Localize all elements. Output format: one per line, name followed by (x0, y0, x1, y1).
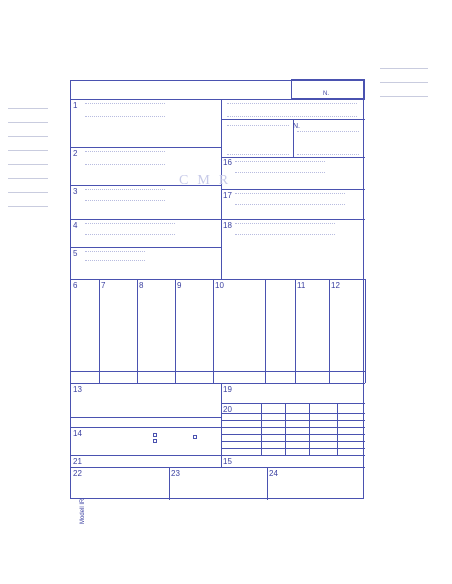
box-22-number: 22 (73, 469, 82, 478)
box-6-number: 6 (73, 281, 78, 290)
caption-block (235, 161, 325, 173)
box-21-number: 21 (73, 457, 82, 466)
caption-block (227, 103, 357, 117)
caption-block (85, 189, 165, 201)
n-mark-top: N. (323, 91, 329, 97)
box-10-number: 10 (215, 281, 224, 290)
box-9-number: 9 (177, 281, 182, 290)
other-checkbox[interactable] (193, 435, 197, 439)
cmr-ghost-title: CMR (179, 173, 238, 188)
box-14-number: 14 (73, 429, 82, 438)
caption-block (85, 151, 165, 165)
caption-block (85, 223, 175, 235)
box-19-number: 19 (223, 385, 232, 394)
box-13-number: 13 (73, 385, 82, 394)
caption-block (235, 223, 335, 235)
box-20-number: 20 (223, 405, 232, 414)
box-3-number: 3 (73, 187, 78, 196)
box-1-number: 1 (73, 101, 78, 110)
box-16-number: 16 (223, 158, 232, 167)
box-24-number: 24 (269, 469, 278, 478)
franco-checkbox[interactable] (153, 433, 157, 437)
non-franco-checkbox[interactable] (153, 439, 157, 443)
box-15-number: 15 (223, 457, 232, 466)
box-23-number: 23 (171, 469, 180, 478)
box-5-number: 5 (73, 249, 78, 258)
box-4-number: 4 (73, 221, 78, 230)
caption-block (85, 103, 165, 117)
cmr-form-sheet (70, 80, 364, 499)
box-2-number: 2 (73, 149, 78, 158)
box-7-number: 7 (101, 281, 106, 290)
box-18-number: 18 (223, 221, 232, 230)
caption-block (235, 193, 345, 205)
box-17-number: 17 (223, 191, 232, 200)
box-12-number: 12 (331, 281, 340, 290)
caption-block (227, 125, 289, 155)
box-8-number: 8 (139, 281, 144, 290)
caption-block (297, 131, 359, 155)
box-11-number: 11 (297, 281, 306, 290)
n-mark-mid: N. (293, 123, 300, 130)
caption-block (85, 251, 145, 261)
